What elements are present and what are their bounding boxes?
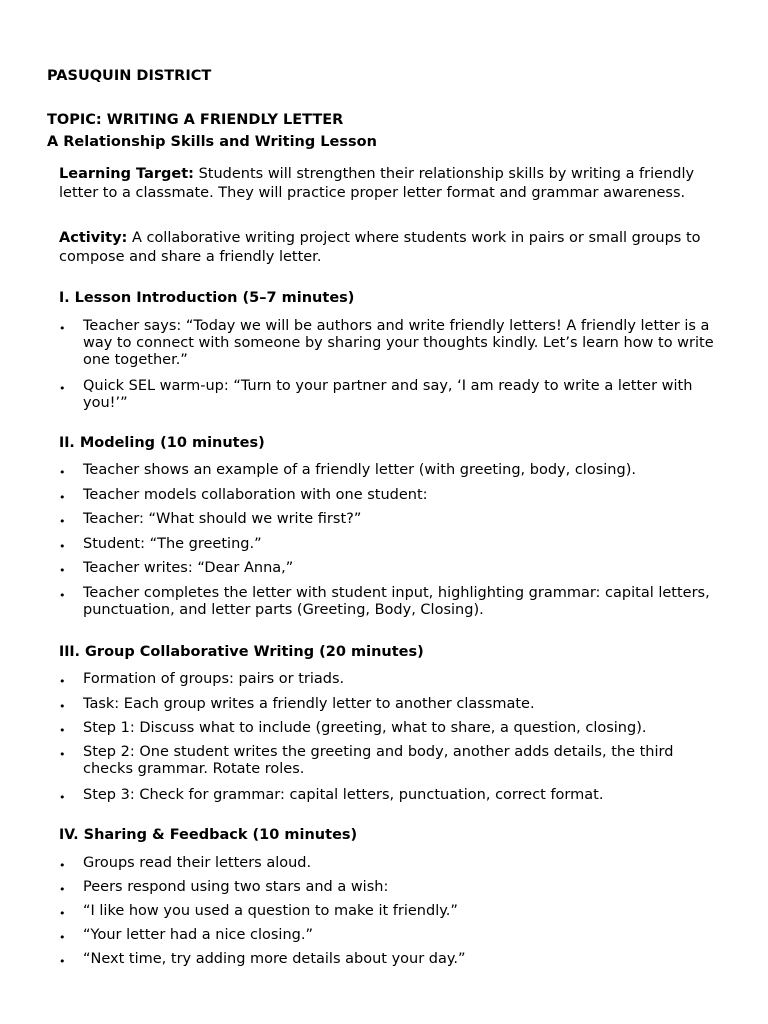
- section-title: Modeling (10 minutes): [79, 435, 265, 451]
- bullet-icon: •: [59, 724, 66, 737]
- list-item: [59, 585, 719, 619]
- bullet-icon: •: [59, 382, 66, 395]
- section-number: III.: [59, 644, 80, 660]
- list-item: [59, 787, 719, 804]
- list-item: [59, 536, 719, 553]
- section-title: Lesson Introduction (5–7 minutes): [74, 290, 355, 306]
- bullet-icon: •: [59, 491, 66, 504]
- bullet-icon: •: [59, 955, 66, 968]
- list-item-text: Step 2: One student writes the greeting and body, another adds details, the third checks grammar. Rotate roles.: [83, 744, 674, 777]
- activity-paragraph: [59, 229, 719, 267]
- list-item-text: “I like how you used a question to make it friendly.”: [83, 903, 458, 919]
- bullet-icon: •: [59, 322, 66, 335]
- list-item-text: Teacher models collaboration with one student:: [83, 487, 428, 503]
- bullet-icon: •: [59, 883, 66, 896]
- activity-label: Activity:: [59, 230, 128, 246]
- list-item: [59, 855, 719, 872]
- list-item: [59, 462, 719, 479]
- list-item-text: Teacher writes: “Dear Anna,”: [83, 560, 294, 576]
- section-number: II.: [59, 435, 75, 451]
- list-item: [59, 671, 719, 688]
- list-item-text: “Your letter had a nice closing.”: [83, 927, 313, 943]
- list-item-text: Quick SEL warm-up: “Turn to your partner and say, ‘I am ready to write a letter with you!’”: [83, 378, 693, 411]
- bullet-icon: •: [59, 931, 66, 944]
- list-item: [59, 720, 719, 737]
- list-item-text: Formation of groups: pairs or triads.: [83, 671, 345, 687]
- section-heading-sharing: [59, 827, 357, 843]
- list-item: [59, 744, 719, 778]
- section-heading-group-writing: [59, 644, 424, 660]
- list-item-text: Student: “The greeting.”: [83, 536, 262, 552]
- bullet-icon: •: [59, 515, 66, 528]
- bullet-icon: •: [59, 700, 66, 713]
- learning-target-label: Learning Target:: [59, 166, 194, 182]
- list-item-text: Task: Each group writes a friendly letter to another classmate.: [83, 696, 535, 712]
- bullet-icon: •: [59, 748, 66, 761]
- section-number: I.: [59, 290, 70, 306]
- bullet-icon: •: [59, 907, 66, 920]
- list-item-text: Groups read their letters aloud.: [83, 855, 312, 871]
- section-heading-modeling: [59, 435, 265, 451]
- lesson-subtitle: A Relationship Skills and Writing Lesson: [47, 134, 377, 150]
- list-item: [59, 511, 719, 528]
- list-item-text: Peers respond using two stars and a wish:: [83, 879, 389, 895]
- list-item: [59, 879, 719, 896]
- activity-text: A collaborative writing project where students work in pairs or small groups to compose and share a friendly letter.: [59, 230, 701, 265]
- bullet-icon: •: [59, 791, 66, 804]
- list-item: [59, 903, 719, 920]
- bullet-icon: •: [59, 466, 66, 479]
- bullet-icon: •: [59, 540, 66, 553]
- list-item: [59, 696, 719, 713]
- list-item: [59, 487, 719, 504]
- section-title: Group Collaborative Writing (20 minutes): [85, 644, 424, 660]
- learning-target-text: Students will strengthen their relationship skills by writing a friendly letter to a classmate. They will practice proper letter format and grammar awareness.: [59, 166, 695, 201]
- learning-target-paragraph: [59, 165, 719, 203]
- bullet-icon: •: [59, 589, 66, 602]
- section-heading-introduction: [59, 290, 354, 306]
- list-item: [59, 378, 719, 412]
- bullet-icon: •: [59, 675, 66, 688]
- list-item-text: “Next time, try adding more details about your day.”: [83, 951, 466, 967]
- list-item-text: Teacher shows an example of a friendly letter (with greeting, body, closing).: [83, 462, 636, 478]
- district-heading: PASUQUIN DISTRICT: [47, 68, 212, 84]
- section-title: Sharing & Feedback (10 minutes): [83, 827, 358, 843]
- section-number: IV.: [59, 827, 79, 843]
- list-item-text: Step 3: Check for grammar: capital letters, punctuation, correct format.: [83, 787, 604, 803]
- list-item-text: Step 1: Discuss what to include (greeting, what to share, a question, closing).: [83, 720, 647, 736]
- list-item-text: Teacher completes the letter with student input, highlighting grammar: capital letters, punctuation, and letter parts (Greeting, Body, Closing).: [83, 585, 710, 618]
- topic-heading: TOPIC: WRITING A FRIENDLY LETTER: [47, 112, 344, 128]
- list-item: [59, 951, 719, 968]
- bullet-icon: •: [59, 564, 66, 577]
- list-item: [59, 318, 719, 369]
- list-item: [59, 560, 719, 577]
- list-item: [59, 927, 719, 944]
- bullet-icon: •: [59, 859, 66, 872]
- list-item-text: Teacher says: “Today we will be authors and write friendly letters! A friendly letter is a way to connect with someone by sharing your thoughts kindly. Let’s learn how to write one together.”: [83, 318, 714, 368]
- list-item-text: Teacher: “What should we write first?”: [83, 511, 362, 527]
